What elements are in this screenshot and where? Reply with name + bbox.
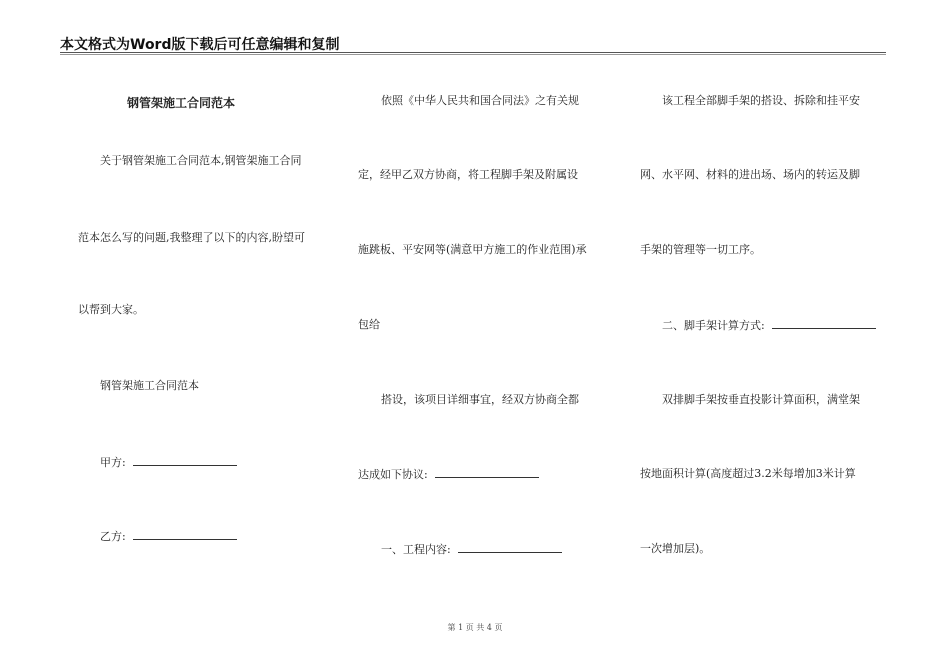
col3-line-6: 按地面积计算(高度超过3.2米每增加3米计算 bbox=[640, 467, 856, 480]
col2-line-1: 依照《中华人民共和国合同法》之有关规 bbox=[381, 94, 579, 107]
party-a-label: 甲方: bbox=[100, 456, 126, 469]
col3-line-7: 一次增加层)。 bbox=[640, 542, 711, 555]
intro-line-3: 以帮到大家。 bbox=[78, 303, 144, 316]
work-content-field[interactable] bbox=[381, 542, 562, 557]
party-b-label: 乙方: bbox=[100, 530, 126, 543]
document-title: 钢管架施工合同范本 bbox=[127, 96, 236, 110]
col2-line-3: 施跳板、平安网等(满意甲方施工的作业范围)承 bbox=[358, 243, 587, 256]
calc-method-label: 二、脚手架计算方式: bbox=[662, 319, 765, 332]
col3-line-3: 手架的管理等一切工序。 bbox=[640, 243, 761, 256]
agreement-label: 达成如下协议: bbox=[358, 468, 428, 481]
party-b-blank[interactable] bbox=[133, 529, 237, 540]
contract-subtitle: 钢管架施工合同范本 bbox=[100, 379, 199, 392]
page-number: 第 1 页 共 4 页 bbox=[447, 623, 503, 632]
party-b-field[interactable] bbox=[100, 529, 237, 544]
work-content-blank[interactable] bbox=[458, 542, 562, 553]
party-a-blank[interactable] bbox=[133, 455, 237, 466]
col3-line-1: 该工程全部脚手架的搭设、拆除和挂平安 bbox=[662, 94, 860, 107]
document-header: 本文格式为Word版下载后可任意编辑和复制 bbox=[60, 37, 340, 53]
col2-line-2: 定，经甲乙双方协商，将工程脚手架及附属设 bbox=[358, 168, 578, 181]
agreement-field[interactable] bbox=[358, 467, 539, 482]
col3-line-5: 双排脚手架按垂直投影计算面积，满堂架 bbox=[662, 393, 860, 406]
col2-line-4: 包给 bbox=[358, 318, 380, 331]
intro-line-2: 范本怎么写的问题,我整理了以下的内容,盼望可 bbox=[78, 231, 305, 244]
intro-line-1: 关于钢管架施工合同范本,钢管架施工合同 bbox=[100, 154, 302, 167]
col3-line-2: 网、水平网、材料的进出场、场内的转运及脚 bbox=[640, 168, 860, 181]
header-divider-secondary bbox=[60, 54, 886, 55]
agreement-blank[interactable] bbox=[435, 467, 539, 478]
party-a-field[interactable] bbox=[100, 455, 237, 470]
calc-method-field[interactable] bbox=[662, 318, 876, 333]
header-divider bbox=[60, 52, 886, 53]
calc-method-blank[interactable] bbox=[772, 318, 876, 329]
work-content-label: 一、工程内容: bbox=[381, 543, 451, 556]
col2-line-5: 搭设，该项目详细事宜，经双方协商全都 bbox=[381, 393, 579, 406]
